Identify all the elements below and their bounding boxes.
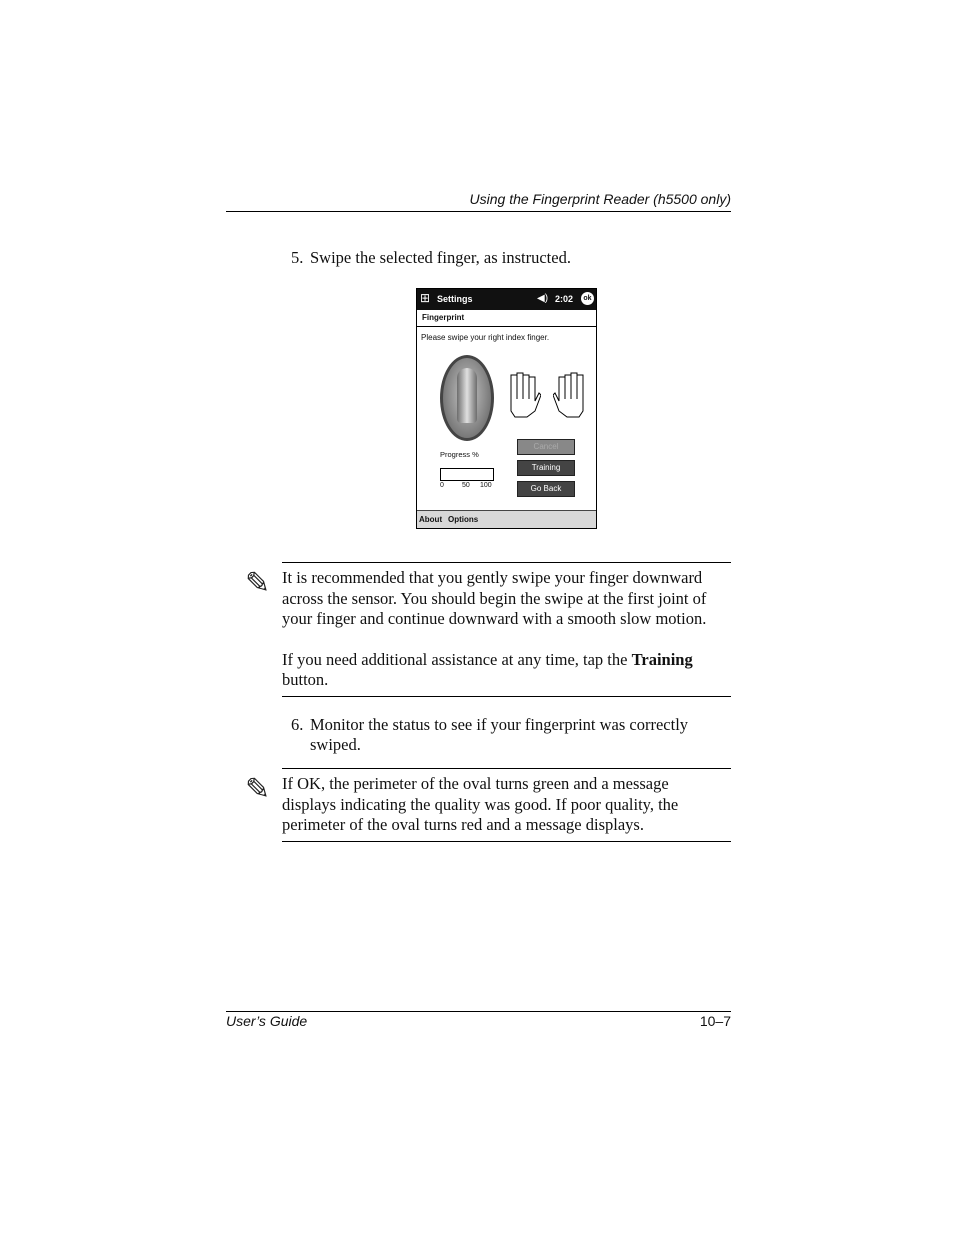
step-text: Swipe the selected finger, as instructed. xyxy=(310,248,571,267)
tick-50: 50 xyxy=(462,482,470,489)
step-number: 5. xyxy=(291,248,304,267)
training-term: Training xyxy=(631,649,693,669)
note-line: It is recommended that you gently swipe your finger downward xyxy=(282,568,703,587)
go-back-button[interactable]: Go Back xyxy=(517,481,575,497)
title-bar xyxy=(417,289,596,310)
clock: 2:02 xyxy=(555,294,574,304)
tick-0: 0 xyxy=(440,482,444,489)
note-bottom-rule xyxy=(282,841,731,842)
cancel-button[interactable]: Cancel xyxy=(517,439,575,455)
finger-image xyxy=(457,368,477,423)
note-line: displays indicating the quality was good. If poor quality, the xyxy=(282,794,679,814)
note-top-rule xyxy=(282,562,731,563)
note-line: button. xyxy=(282,670,329,689)
progress-label: Progress % xyxy=(440,450,479,459)
note-text: If you need additional assistance at any time, tap the xyxy=(282,649,632,669)
footer-title: User’s Guide xyxy=(226,1013,308,1029)
step-text-cont: swiped. xyxy=(310,735,361,754)
note-oval-status xyxy=(282,774,731,836)
page-number: 10–7 xyxy=(699,1013,731,1029)
note-line: perimeter of the oval turns red and a message displays. xyxy=(282,815,644,834)
footer-rule xyxy=(226,1011,731,1012)
running-header: Using the Fingerprint Reader (h5500 only) xyxy=(469,191,731,207)
left-hand-icon[interactable] xyxy=(507,371,541,419)
pencil-note-icon: ✎ xyxy=(245,773,271,806)
training-button[interactable]: Training xyxy=(517,460,575,476)
app-title: Settings xyxy=(437,294,473,304)
note-recommended-swipe xyxy=(282,568,731,691)
ok-button[interactable]: ok xyxy=(581,292,594,305)
device-screenshot xyxy=(416,288,597,529)
progress-bar xyxy=(440,468,494,481)
section-header xyxy=(417,310,596,327)
fingerprint-oval xyxy=(440,355,494,441)
step-text: Monitor the status to see if your fingerprint was correctly xyxy=(310,715,689,734)
header-rule xyxy=(226,211,731,212)
note-top-rule xyxy=(282,768,731,769)
start-menu-icon[interactable]: ⊞ xyxy=(420,291,431,305)
speaker-icon[interactable]: ◀) xyxy=(537,293,549,304)
note-line: your finger and continue downward with a smooth slow motion. xyxy=(282,609,707,628)
section-title: Fingerprint xyxy=(422,313,465,322)
step-number: 6. xyxy=(291,715,304,734)
note-line: If OK, the perimeter of the oval turns green and a message xyxy=(282,774,669,793)
note-bottom-rule xyxy=(282,696,731,697)
menu-about[interactable]: About xyxy=(419,515,443,524)
instruction-text: Please swipe your right index finger. xyxy=(421,333,550,342)
pencil-note-icon: ✎ xyxy=(245,567,271,600)
menu-options[interactable]: Options xyxy=(448,515,479,524)
right-hand-icon[interactable] xyxy=(553,371,587,419)
tick-100: 100 xyxy=(480,482,492,489)
note-line xyxy=(282,650,731,671)
note-line: across the sensor. You should begin the swipe at the first joint of xyxy=(282,588,707,608)
menu-bar xyxy=(417,510,596,529)
